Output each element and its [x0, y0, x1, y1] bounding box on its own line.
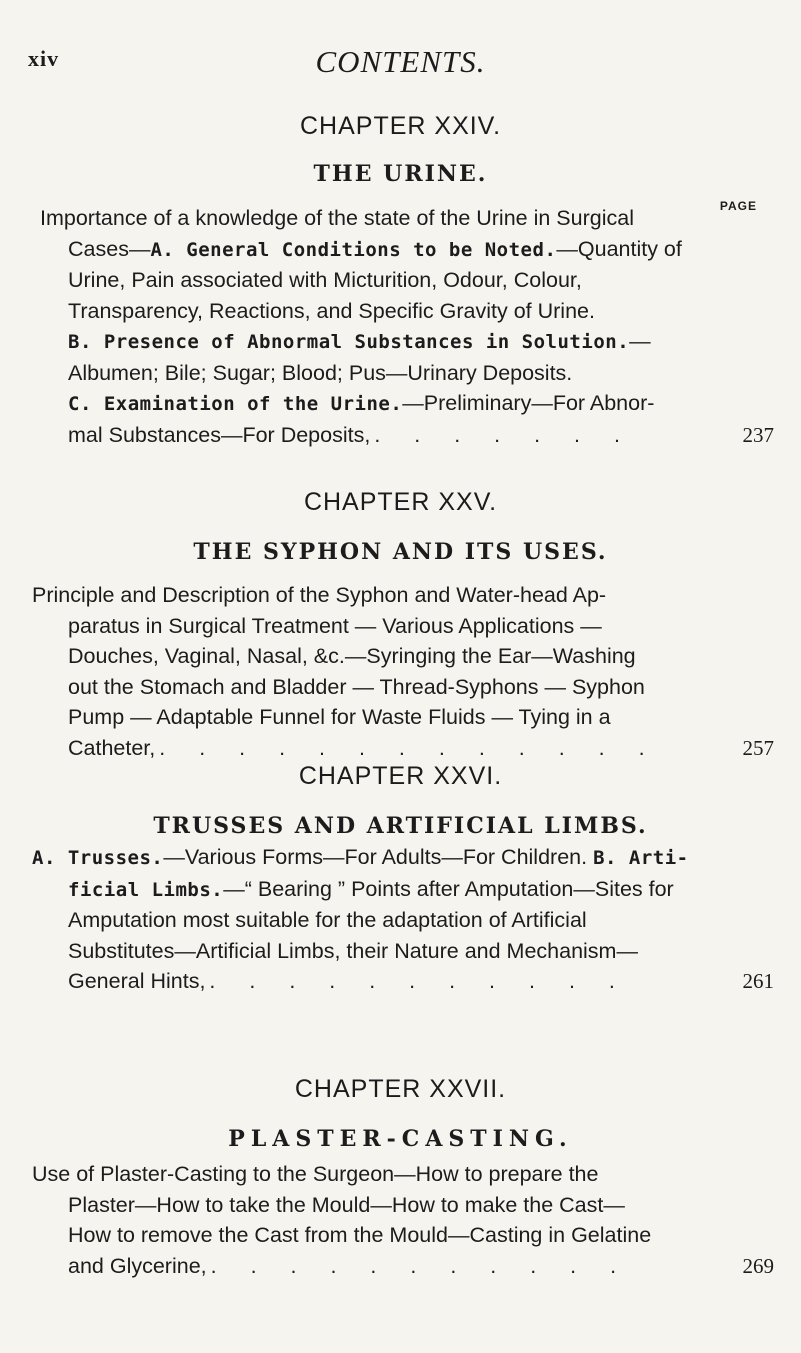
- dot-leader: . . . . . . . . . . . . .: [159, 735, 659, 760]
- running-title: CONTENTS.: [315, 44, 486, 79]
- toc-line: Amputation most suitable for the adaptation of Artificial: [68, 908, 587, 932]
- toc-page-number: 257: [742, 735, 774, 760]
- toc-line: C. Examination of the Urine.—Preliminary—For Abnor-: [68, 391, 655, 415]
- toc-line: Substitutes—Artificial Limbs, their Nature and Mechanism—: [68, 938, 638, 963]
- toc-line: out the Stomach and Bladder — Thread-Syphons — Syphon: [68, 674, 645, 699]
- toc-line: B. Presence of Abnormal Substances in Solution.—: [68, 329, 651, 353]
- toc-line: Principle and Description of the Syphon and Water-head Ap-: [32, 583, 607, 607]
- chapter-title: THE SYPHON AND ITS USES.: [193, 539, 608, 565]
- chapter-xxiv-contents: [40, 203, 774, 450]
- page-number: xiv: [28, 46, 60, 71]
- toc-page-number: 261: [742, 969, 774, 993]
- chapter-xxv-contents: [32, 580, 774, 763]
- chapter-number: CHAPTER XXVI.: [298, 762, 503, 790]
- toc-line: Use of Plaster-Casting to the Surgeon—How to prepare the: [32, 1162, 599, 1186]
- chapter-xxiv: [0, 112, 801, 187]
- chapter-xxvi: [0, 762, 801, 839]
- toc-entry-leader: General Hints, . . . . . . . . . . . 261: [40, 966, 746, 997]
- chapter-number: CHAPTER XXIV.: [299, 112, 502, 140]
- chapter-title: TRUSSES AND ARTIFICIAL LIMBS.: [153, 813, 648, 839]
- chapter-xxvi-contents: [32, 842, 774, 997]
- toc-line: Urine, Pain associated with Micturition, Odour, Colour,: [68, 268, 582, 292]
- chapter-number: CHAPTER XXV.: [303, 488, 498, 516]
- toc-line: Plaster—How to take the Mould—How to make the Cast—: [68, 1192, 625, 1217]
- toc-line: ficial Limbs.—“ Bearing ” Points after Amputation—Sites for: [68, 876, 674, 901]
- toc-line: A. Trusses.—Various Forms—For Adults—For Children. B. Arti-: [32, 845, 689, 869]
- toc-entry-leader: Catheter, . . . . . . . . . . . . . 257: [40, 733, 746, 764]
- dot-leader: . . . . . . . . . . .: [209, 969, 629, 993]
- toc-line: Albumen; Bile; Sugar; Blood; Pus—Urinary Deposits.: [68, 360, 573, 385]
- dot-leader: . . . . . . . . . . .: [210, 1253, 631, 1278]
- chapter-xxvii-contents: [32, 1159, 774, 1281]
- toc-line: Transparency, Reactions, and Specific Gravity of Urine.: [68, 298, 595, 323]
- toc-line: How to remove the Cast from the Mould—Casting in Gelatine: [68, 1223, 652, 1247]
- toc-page-number: 237: [742, 422, 774, 447]
- toc-line: paratus in Surgical Treatment — Various Applications —: [68, 613, 602, 638]
- toc-line: Cases—A. General Conditions to be Noted.—Quantity of: [68, 236, 682, 261]
- toc-entry-leader: and Glycerine, . . . . . . . . . . . 269: [40, 1251, 746, 1282]
- chapter-title: THE URINE.: [313, 161, 488, 187]
- toc-line: Pump — Adaptable Funnel for Waste Fluids — Tying in a: [68, 705, 611, 729]
- toc-line: Douches, Vaginal, Nasal, &c.—Syringing the Ear—Washing: [68, 644, 636, 668]
- dot-leader: . . . . . . .: [374, 422, 634, 447]
- chapter-title: PLASTER-CASTING.: [228, 1126, 573, 1152]
- toc-entry-leader: mal Substances—For Deposits, . . . . . . . 237: [40, 420, 746, 451]
- chapter-xxvii: [0, 1075, 801, 1152]
- toc-line: Importance of a knowledge of the state of the Urine in Surgical: [40, 206, 634, 230]
- running-head: [0, 44, 801, 84]
- chapter-number: CHAPTER XXVII.: [294, 1075, 507, 1103]
- page-column-label: PAGE: [719, 199, 757, 213]
- chapter-xxv: [0, 488, 801, 565]
- toc-page-number: 269: [742, 1253, 774, 1278]
